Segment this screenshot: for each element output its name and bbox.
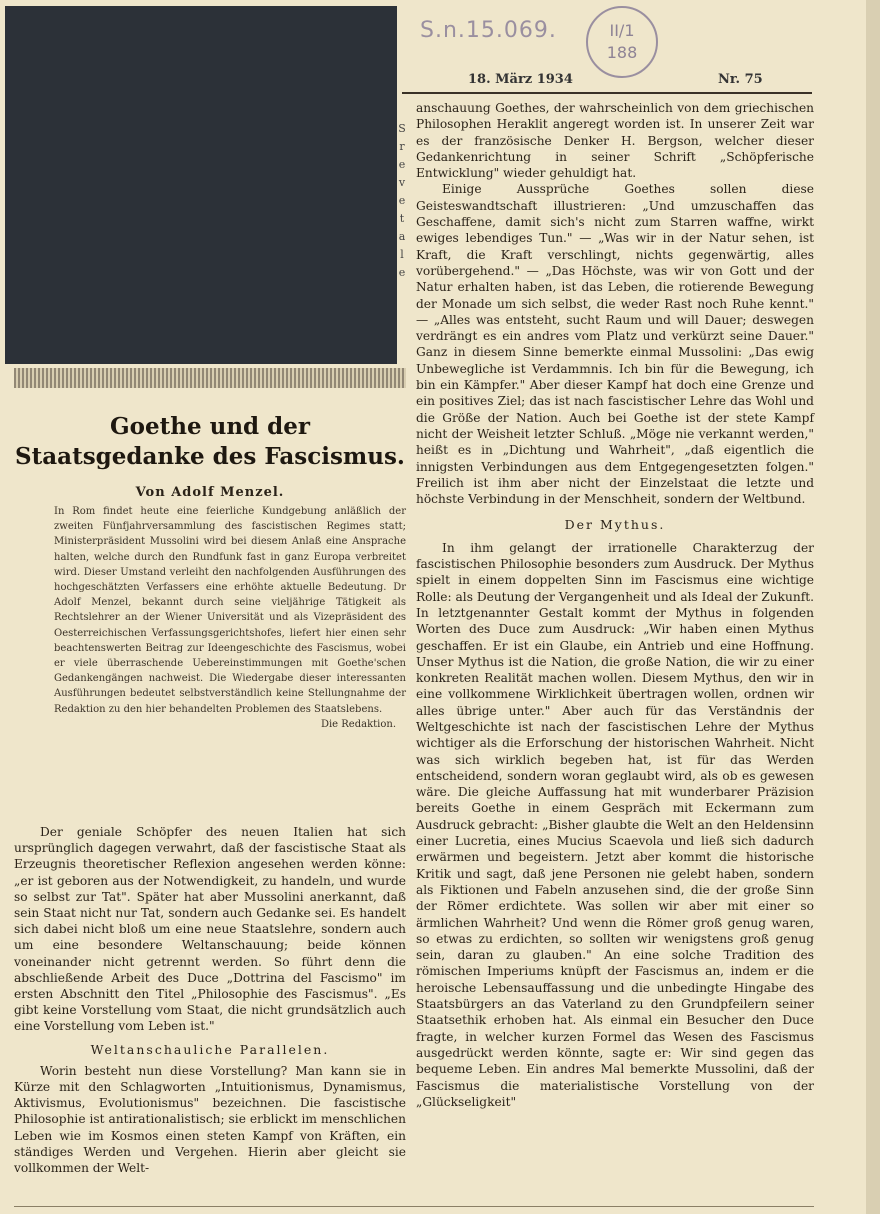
article-column-right (416, 100, 814, 1110)
header-rule (402, 92, 812, 94)
article-title: Goethe und der Staatsgedanke des Fascismus. (15, 413, 405, 470)
margin-letters: S r e v e t a l e (398, 122, 406, 279)
stamp-top-text: II/1 (609, 21, 635, 40)
ornamental-rule (14, 368, 406, 388)
paragraph-5: In ihm gelangt der irrationelle Charakterzug der fascistischen Philosophie besonders zum Ausdruck. Der Mythus spielt in einem doppelten Sinn im Fascismus eine wichtige Rolle: als Deutung der Vergangenheit und als Ideal der Zukunft. In letztgenannter Gestalt kommt der Mythus in folgenden Worten des Duce zum Ausdruck: „Wir haben einen Mythus geschaffen. Er ist ein Glaube, ein Antrieb und eine Hoffnung. Unser Mythus ist die Nation, die große Nation, die wir zu einer konkreten Realität machen wollen. Diesem Mythus, den wir in eine vollkommene Wirklichkeit übertragen wollen, ordnen wir alles übrige unter." Aber auch für das Verständnis der Weltgeschichte ist nach der fascistischen Lehre der Mythus wichtiger als die Erforschung der historischen Wahrheit. Nicht was sich wirklich begeben hat, ist für das Werden entscheidend, sondern woran geglaubt wird, als ob es gewesen wäre. Die gleiche Auffassung hat mit wunderbarer Präzision bereits Goethe in einem Gespräch mit Eckermann zum Ausdruck gebracht: „Bisher glaubte die Welt an den Heldensinn einer Lucretia, eines Mucius Scaevola und ließ sich dadurch erwärmen und begeistern. Jetzt aber kommt die historische Kritik und sagt, daß jene Personen nie gelebt haben, sondern als Fiktionen und Fabeln anzusehen sind, die der große Sinn der Römer erdichtete. Was sollen wir aber mit einer so ärmlichen Wahrheit? Und wenn die Römer groß genug waren, so etwas zu erdichten, so sollten wir wenigstens groß genug sein, daran zu glauben." An eine solche Tradition des römischen Imperiums knüpft der Fascismus an, indem er die heroische Lebensauffassung und die unbedingte Hingabe des Staatsbürgers an das Vaterland zu den Grundpfeilern seiner Staatsethik erhoben hat. Als einmal ein Besucher den Duce fragte, in welcher kurzen Formel das Wesen des Fascismus ausgedrückt werden könnte, sagte er: Wir sind gegen das bequeme Leben. Ein andres Mal bemerkte Mussolini, daß der Fascismus die materialistische Vorstellung von der „Glückseligkeit" (416, 540, 814, 1109)
handwritten-reference-note: S.n.15.069. (420, 18, 557, 43)
paragraph-4: Einige Aussprüche Goethes sollen diese Geisteswandtschaft illustrieren: „Und umzuschaffen das Geschaffene, damit sich's nicht zum Starren waffne, wirkt ewiges lebendiges Tun." — „Was wir in der Natur sehen, ist Kraft, die Kraft verschlingt, nichts gegenwärtig, alles vorübergehend." — „Das Höchste, was wir von Gott und der Natur erhalten haben, ist das Leben, die rotierende Bewegung der Monade um sich selbst, die weder Rast noch Ruhe kennt." — „Alles was entsteht, sucht Raum und will Dauer; deswegen verdrängt es ein andres vom Platz und verkürzt seine Dauer." Ganz in diesem Sinne bemerkte einmal Mussolini: „Das ewig Unbewegliche ist Verdammnis. Ich bin für die Bewegung, ich bin ein Kämpfer." Aber dieser Kampf hat doch eine Grenze und ein positives Ziel; das ist nach fascistischer Lehre das Wohl und die Größe der Nation. Auch bei Goethe ist der stete Kampf nicht der Weisheit letzter Schluß. „Möge nie verkannt werden," heißt es in „Dichtung und Wahrheit", „daß eigentlich die innigsten Verbindungen aus dem Entgegengesetzten folgen." Freilich ist ihm aber nicht der Einzelstaat die letzte und höchste Verbindung in der Menschheit, sondern der Weltbund. (416, 182, 814, 507)
issue-number: Nr. 75 (718, 72, 763, 87)
editorial-intro (54, 504, 406, 732)
paragraph-1: Der geniale Schöpfer des neuen Italien hat sich ursprünglich dagegen verwahrt, daß der fascistische Staat als Erzeugnis theoretischer Reflexion angesehen werden könne: „er ist geboren aus der Notwendigkeit, zu handeln, und wurde so selbst zur Tat". Später hat aber Mussolini anerkannt, daß sein Staat nicht nur Tat, sondern auch Gedanke sei. Es handelt sich dabei nicht bloß um eine neue Staatslehre, sondern auch um eine besondere Weltanschauung; beide können voneinander nicht getrennt werden. So führt denn die abschließende Arbeit des Duce „Dottrina del Fascismo" im ersten Abschnitt den Titel „Philosophie des Fascismus". „Es gibt keine Vorstellung vom Staat, die nicht grundsätzlich auch eine Vorstellung vom Leben ist." (14, 825, 406, 1034)
stamp-bottom-text: 188 (606, 43, 638, 62)
intro-signature: Die Redaktion. (320, 718, 396, 730)
paragraph-3: anschauung Goethes, der wahrscheinlich von dem griechischen Philosophen Heraklit angeregt worden ist. In unserer Zeit war es der französische Denker H. Bergson, welcher dieser Gedankenrichtung in seiner Schrift „Schöpferische Entwicklung" wieder gehuldigt hat. (416, 101, 814, 181)
intro-text: In Rom findet heute eine feierliche Kundgebung anläßlich der zweiten Fünfjahrversammlung des fascistischen Regimes statt; Ministerpräsident Mussolini wird bei diesem Anlaß eine Ansprache halten, welche durch den Rundfunk fast in ganz Europa verbreitet wird. Dieser Umstand verleiht den nachfolgenden Ausführungen des hochgeschätzten Verfassers eine erhöhte aktuelle Bedeutung. Dr Adolf Menzel, bekannt durch seine vieljährige Tätigkeit als Rechtslehrer an der Wiener Universität und als Vizepräsident des Oesterreichischen Verfassungsgerichtshofes, liefert hier einen sehr beachtenswerten Beitrag zur Ideengeschichte des Fascismus, wobei er viele überraschende Uebereinstimmungen mit Goethe'schen Gedankengängen nachweist. Die Wiedergabe dieser interessanten Ausführungen bedeutet selbstverständlich keine Stellungnahme der Redaktion zu den hier behandelten Problemen des Staatslebens. (54, 506, 406, 715)
paragraph-2: Worin besteht nun diese Vorstellung? Man kann sie in Kürze mit den Schlagworten „Intuitionismus, Dynamismus, Aktivismus, Evolutionismus" bezeichnen. Die fascistische Philosophie ist antirationalistisch; sie erblickt im menschlichen Leben wie im Kosmos einen steten Kampf von Kräften, ein ständiges Werden und Vergehen. Hierin aber gleicht sie vollkommen der Welt- (14, 1063, 406, 1176)
subheading-mythus: Der Mythus. (564, 517, 666, 533)
bottom-rule (14, 1206, 814, 1207)
subheading-parallels: Weltanschauliche Parallelen. (90, 1041, 330, 1057)
issue-date: 18. März 1934 (468, 72, 573, 87)
article-column-left (14, 824, 406, 1176)
article-author: Von Adolf Menzel. (135, 485, 285, 500)
archive-stamp (586, 6, 658, 78)
background-dark-area (5, 6, 397, 364)
scan-edge (866, 0, 880, 1214)
